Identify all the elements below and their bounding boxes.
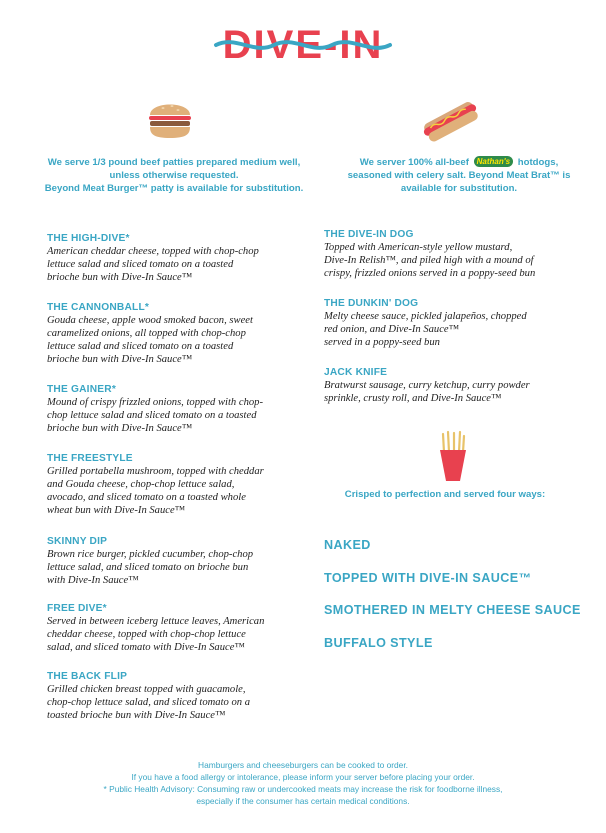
- description-line: chop-chop lettuce salad, and sliced tomato on a: [47, 697, 251, 708]
- description-line: American cheddar cheese, topped with chop-chop: [47, 246, 259, 257]
- menu-item-free-dive: [47, 603, 264, 654]
- item-description: [47, 245, 259, 284]
- description-line: crispy, frizzled onions served in a poppy-seed bun: [324, 268, 536, 279]
- description-line: avocado, and sliced tomato on a toasted whole: [47, 492, 246, 503]
- description-line: lettuce salad, and sliced tomato on brioche bun: [47, 562, 249, 573]
- description-line: wheat bun with Dive-In Sauce™: [47, 505, 186, 516]
- description-line: Gouda cheese, apple wood smoked bacon, sweet: [47, 315, 253, 326]
- logo-text: DIVE-IN: [222, 23, 384, 67]
- item-name: THE FREESTYLE: [47, 453, 133, 464]
- description-line: Served in between iceberg lettuce leaves, American: [47, 616, 265, 627]
- item-description: [324, 310, 527, 349]
- footer-line: especially if the consumer has certain medical conditions.: [196, 796, 410, 806]
- fries-style-cheese-sauce: SMOTHERED IN MELTY CHEESE SAUCE: [324, 603, 581, 617]
- description-line: toasted brioche bun with Dive-In Sauce™: [47, 710, 226, 721]
- hotdog-icon: [421, 97, 479, 143]
- item-name: SKINNY DIP: [47, 536, 108, 547]
- footer-line: * Public Health Advisory: Consuming raw or undercooked meats may increase the risk for foodborne illness,: [103, 784, 503, 794]
- fries-style-dive-in-sauce: TOPPED WITH DIVE-IN SAUCE™: [324, 571, 532, 585]
- description-line: Brown rice burger, pickled cucumber, chop-chop: [47, 549, 254, 560]
- item-description: [47, 314, 253, 366]
- description-line: Dive-In Relish™, and piled high with a mound of: [324, 255, 534, 266]
- menu-item-high-dive: [47, 233, 259, 284]
- menu-item-dunkin-dog: [324, 298, 527, 349]
- item-description: [47, 548, 253, 587]
- description-line: chop lettuce salad and sliced tomato on a toasted: [47, 410, 257, 421]
- hotdog-intro-before: We server 100% all-beef: [359, 157, 469, 168]
- description-line: salad, and sliced tomato with Dive-In Sauce™: [47, 642, 245, 653]
- footer-disclaimer: [60, 759, 546, 807]
- hotdog-intro-line: available for substitution.: [400, 183, 518, 194]
- item-description: [47, 615, 264, 654]
- item-name: FREE DIVE*: [47, 603, 107, 614]
- nathans-logo: Nathan's: [474, 156, 513, 167]
- hotdog-intro: [325, 156, 593, 195]
- item-description: [47, 396, 263, 435]
- fries-caption: Crisped to perfection and served four ways:: [344, 489, 546, 500]
- description-line: red onion, and Dive-In Sauce™: [324, 324, 460, 335]
- description-line: sprinkle, crusty roll, and Dive-In Sauce™: [324, 393, 502, 404]
- description-line: caramelized onions, all topped with chop-chop: [47, 328, 246, 339]
- item-name: THE BACK FLIP: [47, 671, 128, 682]
- menu-item-jack-knife: [324, 367, 530, 405]
- dive-in-logo: [0, 18, 606, 68]
- burger-intro-line: Beyond Meat Burger™ patty is available for substitution.: [44, 183, 304, 194]
- item-name: JACK KNIFE: [324, 367, 388, 378]
- menu-item-back-flip: [47, 671, 250, 722]
- fries-style-buffalo: BUFFALO STYLE: [324, 636, 433, 650]
- burger-intro-line: We serve 1/3 pound beef patties prepared medium well,: [47, 157, 301, 168]
- description-line: cheddar cheese, topped with chop-chop lettuce: [47, 629, 246, 640]
- menu-item-gainer: [47, 384, 263, 435]
- hotdog-intro-after: hotdogs,: [517, 157, 559, 168]
- description-line: lettuce salad and sliced tomato on a toasted: [47, 259, 234, 270]
- description-line: brioche bun with Dive-In Sauce™: [47, 354, 193, 365]
- burger-intro-line: unless otherwise requested.: [109, 170, 239, 181]
- description-line: Mound of crispy frizzled onions, topped with chop-: [47, 397, 263, 408]
- burger-intro: [40, 156, 308, 195]
- item-name: THE HIGH-DIVE*: [47, 233, 130, 244]
- description-line: brioche bun with Dive-In Sauce™: [47, 272, 193, 283]
- item-description: [324, 241, 535, 280]
- menu-item-freestyle: [47, 453, 264, 517]
- fries-icon: [436, 430, 470, 482]
- footer-line: If you have a food allergy or intolerance, please inform your server before placing your order.: [131, 772, 475, 782]
- item-description: [47, 465, 264, 517]
- item-description: [324, 379, 530, 405]
- menu-item-dive-in-dog: [324, 229, 535, 280]
- description-line: served in a poppy-seed bun: [324, 337, 440, 348]
- item-name: THE GAINER*: [47, 384, 116, 395]
- description-line: Grilled chicken breast topped with guacamole,: [47, 684, 246, 695]
- menu-item-skinny-dip: [47, 536, 253, 587]
- hotdog-intro-line: [325, 156, 593, 169]
- description-line: brioche bun with Dive-In Sauce™: [47, 423, 193, 434]
- item-name: THE DUNKIN' DOG: [324, 298, 419, 309]
- item-description: [47, 683, 250, 722]
- description-line: Bratwurst sausage, curry ketchup, curry powder: [324, 380, 530, 391]
- burger-icon: [147, 99, 193, 141]
- footer-line: Hamburgers and cheeseburgers can be cooked to order.: [198, 760, 408, 770]
- description-line: lettuce salad and sliced tomato on a toasted: [47, 341, 234, 352]
- item-name: THE DIVE-IN DOG: [324, 229, 414, 240]
- description-line: with Dive-In Sauce™: [47, 575, 139, 586]
- description-line: Melty cheese sauce, pickled jalapeños, chopped: [324, 311, 527, 322]
- description-line: Grilled portabella mushroom, topped with cheddar: [47, 466, 264, 477]
- menu-item-cannonball: [47, 302, 253, 366]
- fries-style-naked: NAKED: [324, 538, 371, 552]
- description-line: and Gouda cheese, chop-chop lettuce salad,: [47, 479, 235, 490]
- item-name: THE CANNONBALL*: [47, 302, 150, 313]
- description-line: Topped with American-style yellow mustard,: [324, 242, 513, 253]
- hotdog-intro-line: seasoned with celery salt. Beyond Meat Brat™ is: [347, 170, 571, 181]
